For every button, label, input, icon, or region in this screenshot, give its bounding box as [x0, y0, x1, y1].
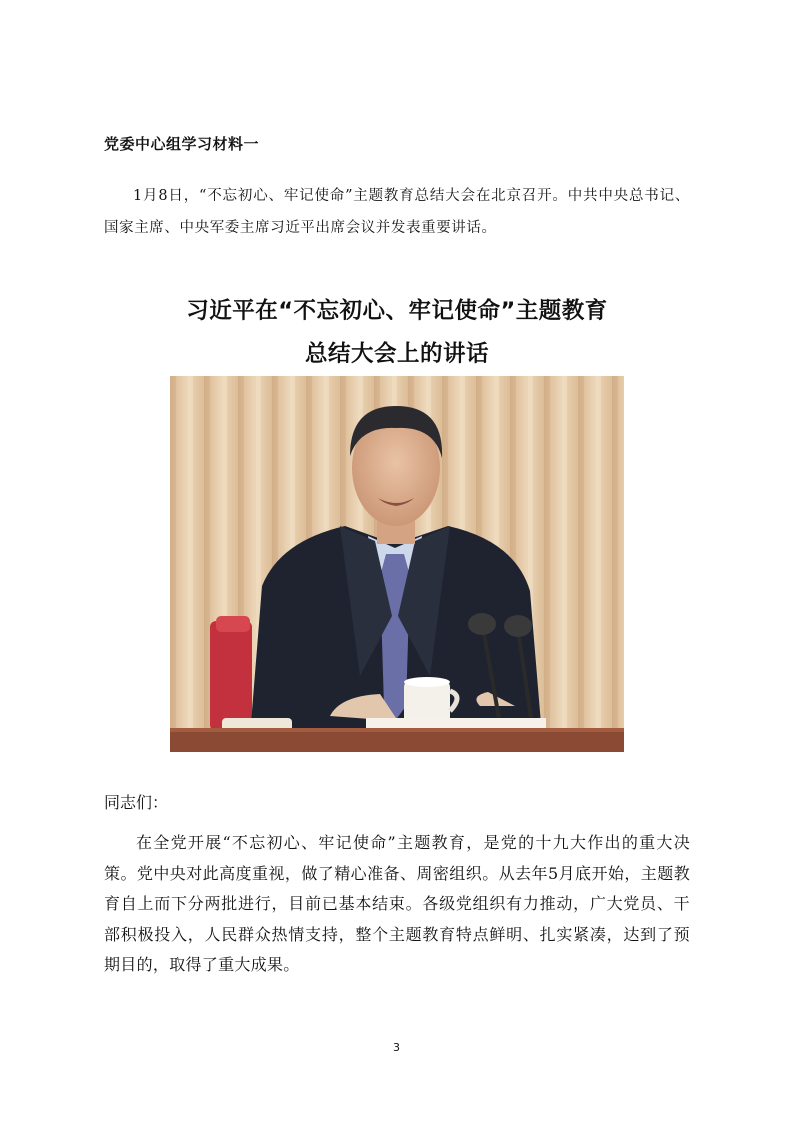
intro-paragraph: 1月8日，“不忘初心、牢记使命”主题教育总结大会在北京召开。中共中央总书记、国家主席、中央军委主席习近平出席会议并发表重要讲话。 — [104, 188, 690, 236]
person-speaking-photo-icon — [170, 376, 624, 752]
article-title-line-2: 总结大会上的讲话 — [304, 341, 489, 367]
speech-paragraph: 在全党开展“不忘初心、牢记使命”主题教育，是党的十九大作出的重大决策。党中央对此高度重视，做了精心准备、周密组织。从去年5月底开始，主题教育自上而下分两批进行，目前已基本结束。各级党组织有力推动，广大党员、干部积极投入，人民群众热情支持，整个主题教育特点鲜明、扎实紧凑，达到了预期目的，取得了重大成果。 — [104, 833, 690, 974]
article-title-line-1: 习近平在“不忘初心、牢记使命”主题教育 — [186, 298, 608, 324]
speech-greeting: 同志们： — [104, 793, 169, 812]
page-number: 3 — [393, 1041, 400, 1054]
document-label: 党委中心组学习材料一 — [104, 135, 260, 153]
speaker-photo — [170, 376, 624, 752]
